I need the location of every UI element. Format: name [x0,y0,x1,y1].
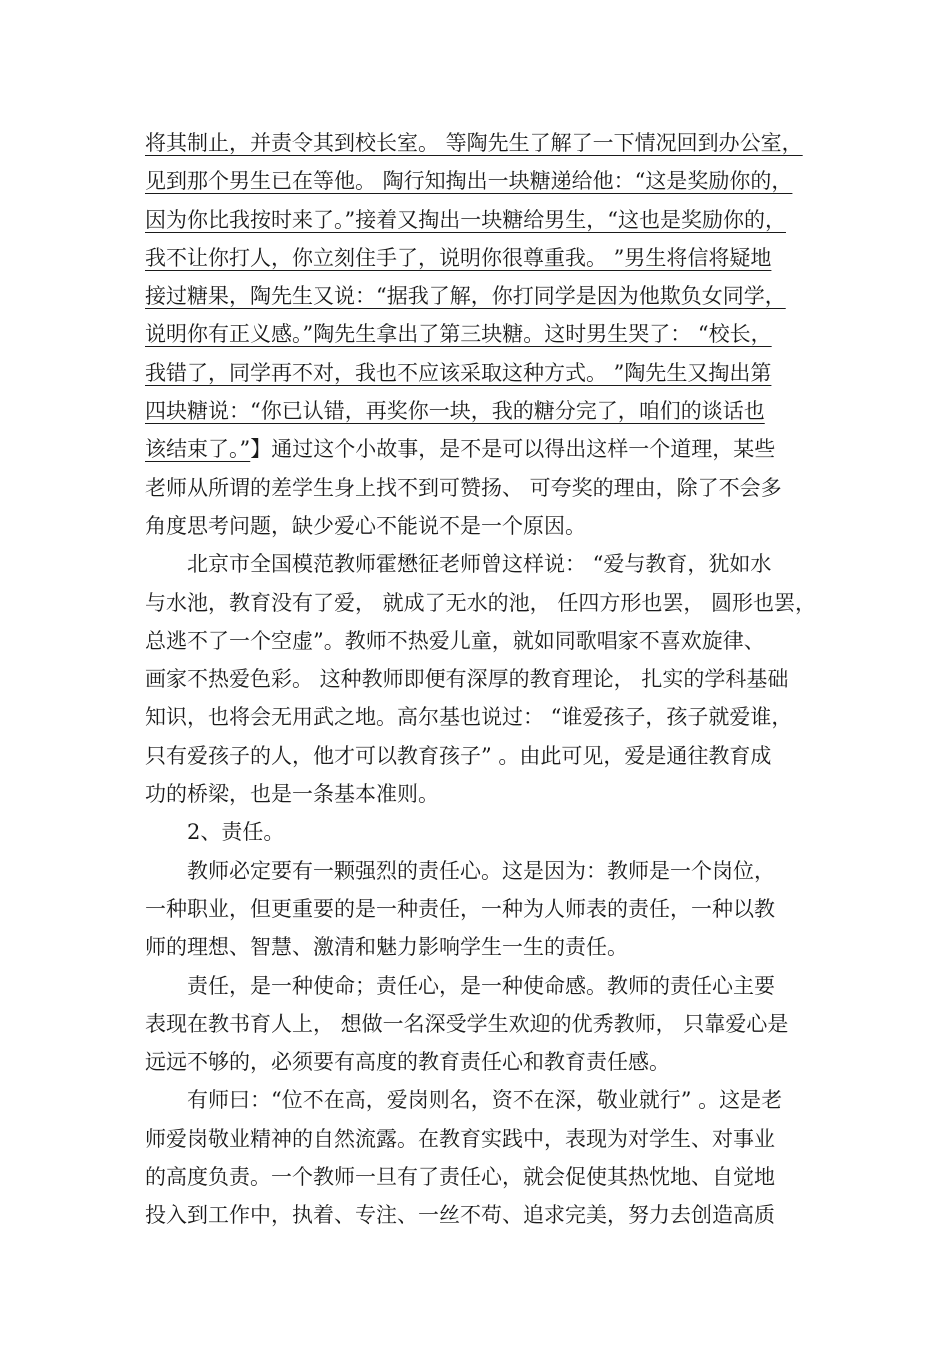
mission-line-1: 责任，是一种使命；责任心，是一种使命感。教师的责任心主要 [187,973,775,998]
story-line-5: 接过糖果，陶先生又说：“据我了解，你打同学是因为他欺负女同学， [145,284,786,309]
story-line-2: 见到那个男生已在等他。 陶行知掏出一块糖递给他：“这是奖励你的， [145,169,793,194]
love-line-1: 北京市全国模范教师霍懋征老师曾这样说： “爱与教育，犹如水 [187,552,772,577]
love-paragraph [145,545,817,813]
love-line-6: 只有爱孩子的人，他才可以教育孩子” 。由此可见，爱是通往教育成 [145,743,772,768]
story-line-9-rest: 】通过这个小故事，是不是可以得出这样一个道理，某些 [250,437,776,462]
story-line-9-underlined: 该结束了。” [145,437,251,462]
dedication-line-2: 师爱岗敬业精神的自然流露。在教育实践中，表现为对学生、对事业 [145,1126,775,1151]
story-line-9 [145,430,810,468]
mission-paragraph [145,967,810,1082]
love-line-4: 画家不热爱色彩。 这种教师即便有深厚的教育理论， 扎实的学科基础 [145,667,789,692]
story-line-10: 老师从所谓的差学生身上找不到可赞扬、 可夸奖的理由，除了不会多 [145,475,782,500]
story-line-8: 四块糖说：“你已认错，再奖你一块，我的糖分完了，咱们的谈话也 [145,399,765,424]
responsibility-paragraph [145,852,810,967]
story-line-6: 说明你有正义感。”陶先生拿出了第三块糖。这时男生哭了： “校长， [145,322,772,347]
mission-line-2: 表现在教书育人上， 想做一名深受学生欢迎的优秀教师， 只靠爱心是 [145,1011,789,1036]
resp-line-3: 师的理想、智慧、激清和魅力影响学生一生的责任。 [145,935,628,960]
story-line-4: 我不让你打人，你立刻住手了，说明你很尊重我。 ”男生将信将疑地 [145,245,772,270]
story-line-1: 将其制止，并责令其到校长室。 等陶先生了解了一下情况回到办公室， [145,131,803,155]
story-line-11: 角度思考问题，缺少爱心不能说不是一个原因。 [145,513,586,538]
dedication-line-1: 有师曰：“位不在高，爱岗则名，资不在深，敬业就行” 。这是老 [187,1088,783,1113]
document-body [145,124,817,1235]
section-heading: 2、责任。 [187,820,285,845]
resp-line-2: 一种职业，但更重要的是一种责任，一种为人师表的责任，一种以教 [145,896,775,921]
love-line-2: 与水池，教育没有了爱， 就成了无水的池， 任四方形也罢， 圆形也罢， [145,590,817,615]
story-paragraph [145,124,810,545]
mission-line-3: 远远不够的，必须要有高度的教育责任心和教育责任感。 [145,1050,670,1075]
dedication-line-3: 的高度负责。一个教师一旦有了责任心，就会促使其热忱地、自觉地 [145,1165,775,1190]
love-line-7: 功的桥梁，也是一条基本准则。 [145,782,439,807]
dedication-paragraph [145,1081,810,1234]
love-line-3: 总逃不了一个空虚”。教师不热爱儿童，就如同歌唱家不喜欢旋律、 [145,628,765,653]
resp-line-1: 教师必定要有一颗强烈的责任心。这是因为：教师是一个岗位， [187,858,775,883]
dedication-line-4: 投入到工作中，执着、专注、一丝不苟、追求完美，努力去创造高质 [145,1203,775,1228]
story-line-3: 因为你比我按时来了。”接着又掏出一块糖给男生，“这也是奖励你的， [145,207,786,232]
story-line-7: 我错了，同学再不对，我也不应该采取这种方式。 ”陶先生又掏出第 [145,360,772,385]
love-line-5: 知识，也将会无用武之地。高尔基也说过： “谁爱孩子，孩子就爱谁， [145,705,793,730]
